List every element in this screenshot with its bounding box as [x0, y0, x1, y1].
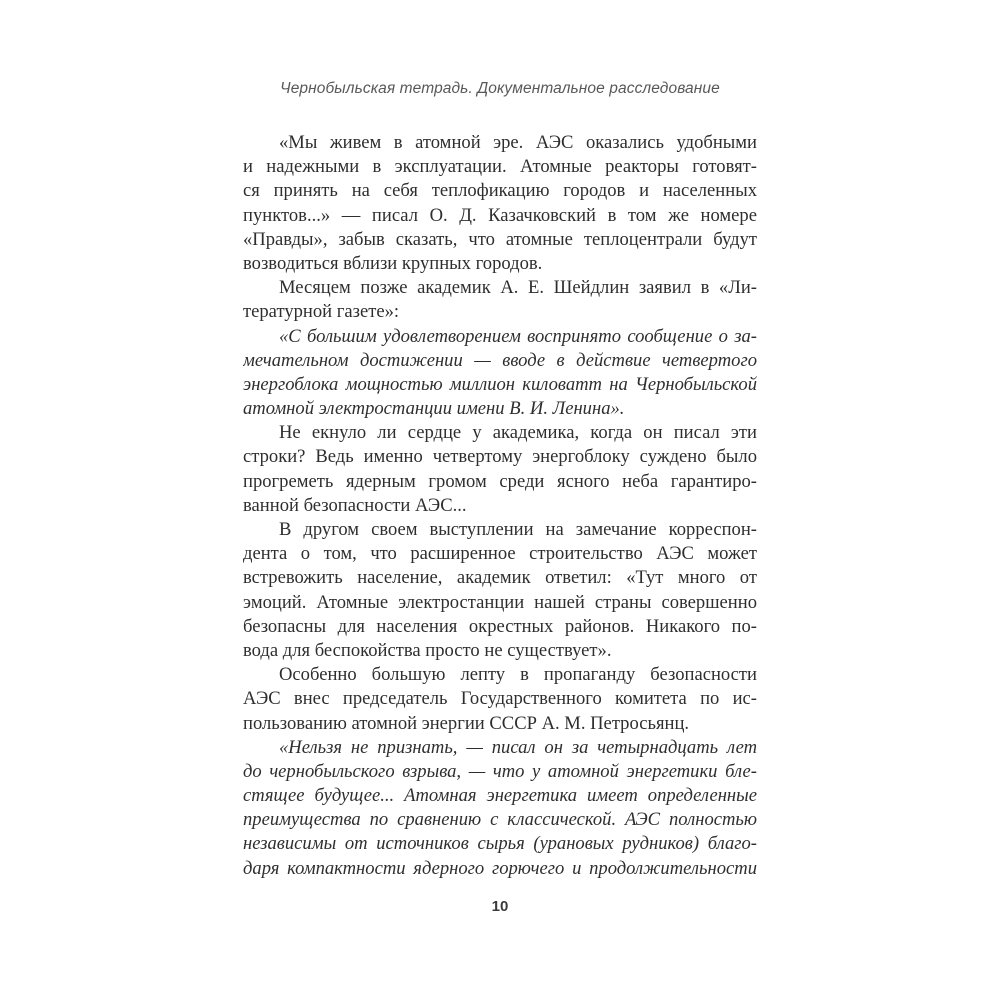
text-line: АЭС внес председатель Государственного комитета по ис- — [243, 688, 757, 710]
text-line: эмоций. Атомные электростанции нашей страны совершенно — [243, 591, 757, 613]
text-line: пользованию атомной энергии СССР А. М. Петросьянц. — [243, 712, 690, 734]
text-line: «Мы живем в атомной эре. АЭС оказались удобными — [279, 132, 757, 153]
text-line: строки? Ведь именно четвертому энергоблоку суждено было — [243, 446, 757, 468]
text-line: даря компактности ядерного горючего и продолжительности — [243, 857, 757, 879]
text-line: Не екнуло ли сердце у академика, когда он писал эти — [279, 422, 757, 444]
text-line: и надежными в эксплуатации. Атомные реакторы готовят- — [243, 156, 757, 178]
paragraph — [243, 421, 757, 518]
paragraph — [243, 131, 757, 276]
text-line: Особенно большую лепту в пропаганду безопасности — [279, 664, 757, 686]
paragraph — [243, 736, 757, 881]
text-line: вода для беспокойства просто не существует». — [243, 639, 612, 661]
paragraph — [243, 663, 757, 736]
text-line: Месяцем позже академик А. Е. Шейдлин заявил в «Ли- — [279, 277, 757, 299]
text-line: пунктов...» — писал О. Д. Казачковский в том же номере — [243, 204, 757, 226]
page-number: 10 — [491, 898, 509, 915]
text-line: стящее будущее... Атомная энергетика имеет определенные — [243, 785, 757, 807]
text-line: атомной электростанции имени В. И. Ленина». — [243, 398, 625, 420]
text-line: тературной газете»: — [243, 301, 400, 323]
text-line: возводиться вблизи крупных городов. — [243, 252, 543, 274]
text-line: независимы от источников сырья (урановых рудников) благо- — [243, 833, 757, 855]
text-line: до чернобыльского взрыва, — что у атомной энергетики бле- — [243, 760, 757, 782]
text-line: мечательном достижении — вводе в действие четвертого — [243, 349, 757, 371]
paragraph — [243, 518, 757, 663]
text-line: прогреметь ядерным громом среди ясного неба гарантиро- — [243, 470, 757, 492]
text-line: «С большим удовлетворением воспринято сообщение о за- — [279, 325, 757, 347]
paragraph — [243, 276, 757, 324]
text-line: дента о том, что расширенное строительство АЭС может — [243, 543, 757, 565]
text-block — [243, 131, 757, 881]
text-line: встревожить население, академик ответил: «Тут много от — [243, 567, 757, 589]
text-line: «Нельзя не признать, — писал он за четырнадцать лет — [279, 736, 757, 758]
running-header: Чернобыльская тетрадь. Документальное расследование — [280, 80, 720, 97]
paragraph — [243, 325, 757, 422]
text-line: безопасны для населения окрестных районов. Никакого по- — [243, 615, 757, 637]
text-line: ванной безопасности АЭС... — [243, 494, 467, 516]
text-line: «Правды», забыв сказать, что атомные теплоцентрали будут — [243, 228, 757, 250]
text-line: ся принять на себя теплофикацию городов и населенных — [243, 180, 757, 202]
text-line: энергоблока мощностью миллион киловатт на Чернобыльской — [243, 373, 757, 395]
text-line: преимущества по сравнению с классической. АЭС полностью — [243, 809, 757, 831]
text-line: В другом своем выступлении на замечание корреспон- — [279, 519, 757, 540]
